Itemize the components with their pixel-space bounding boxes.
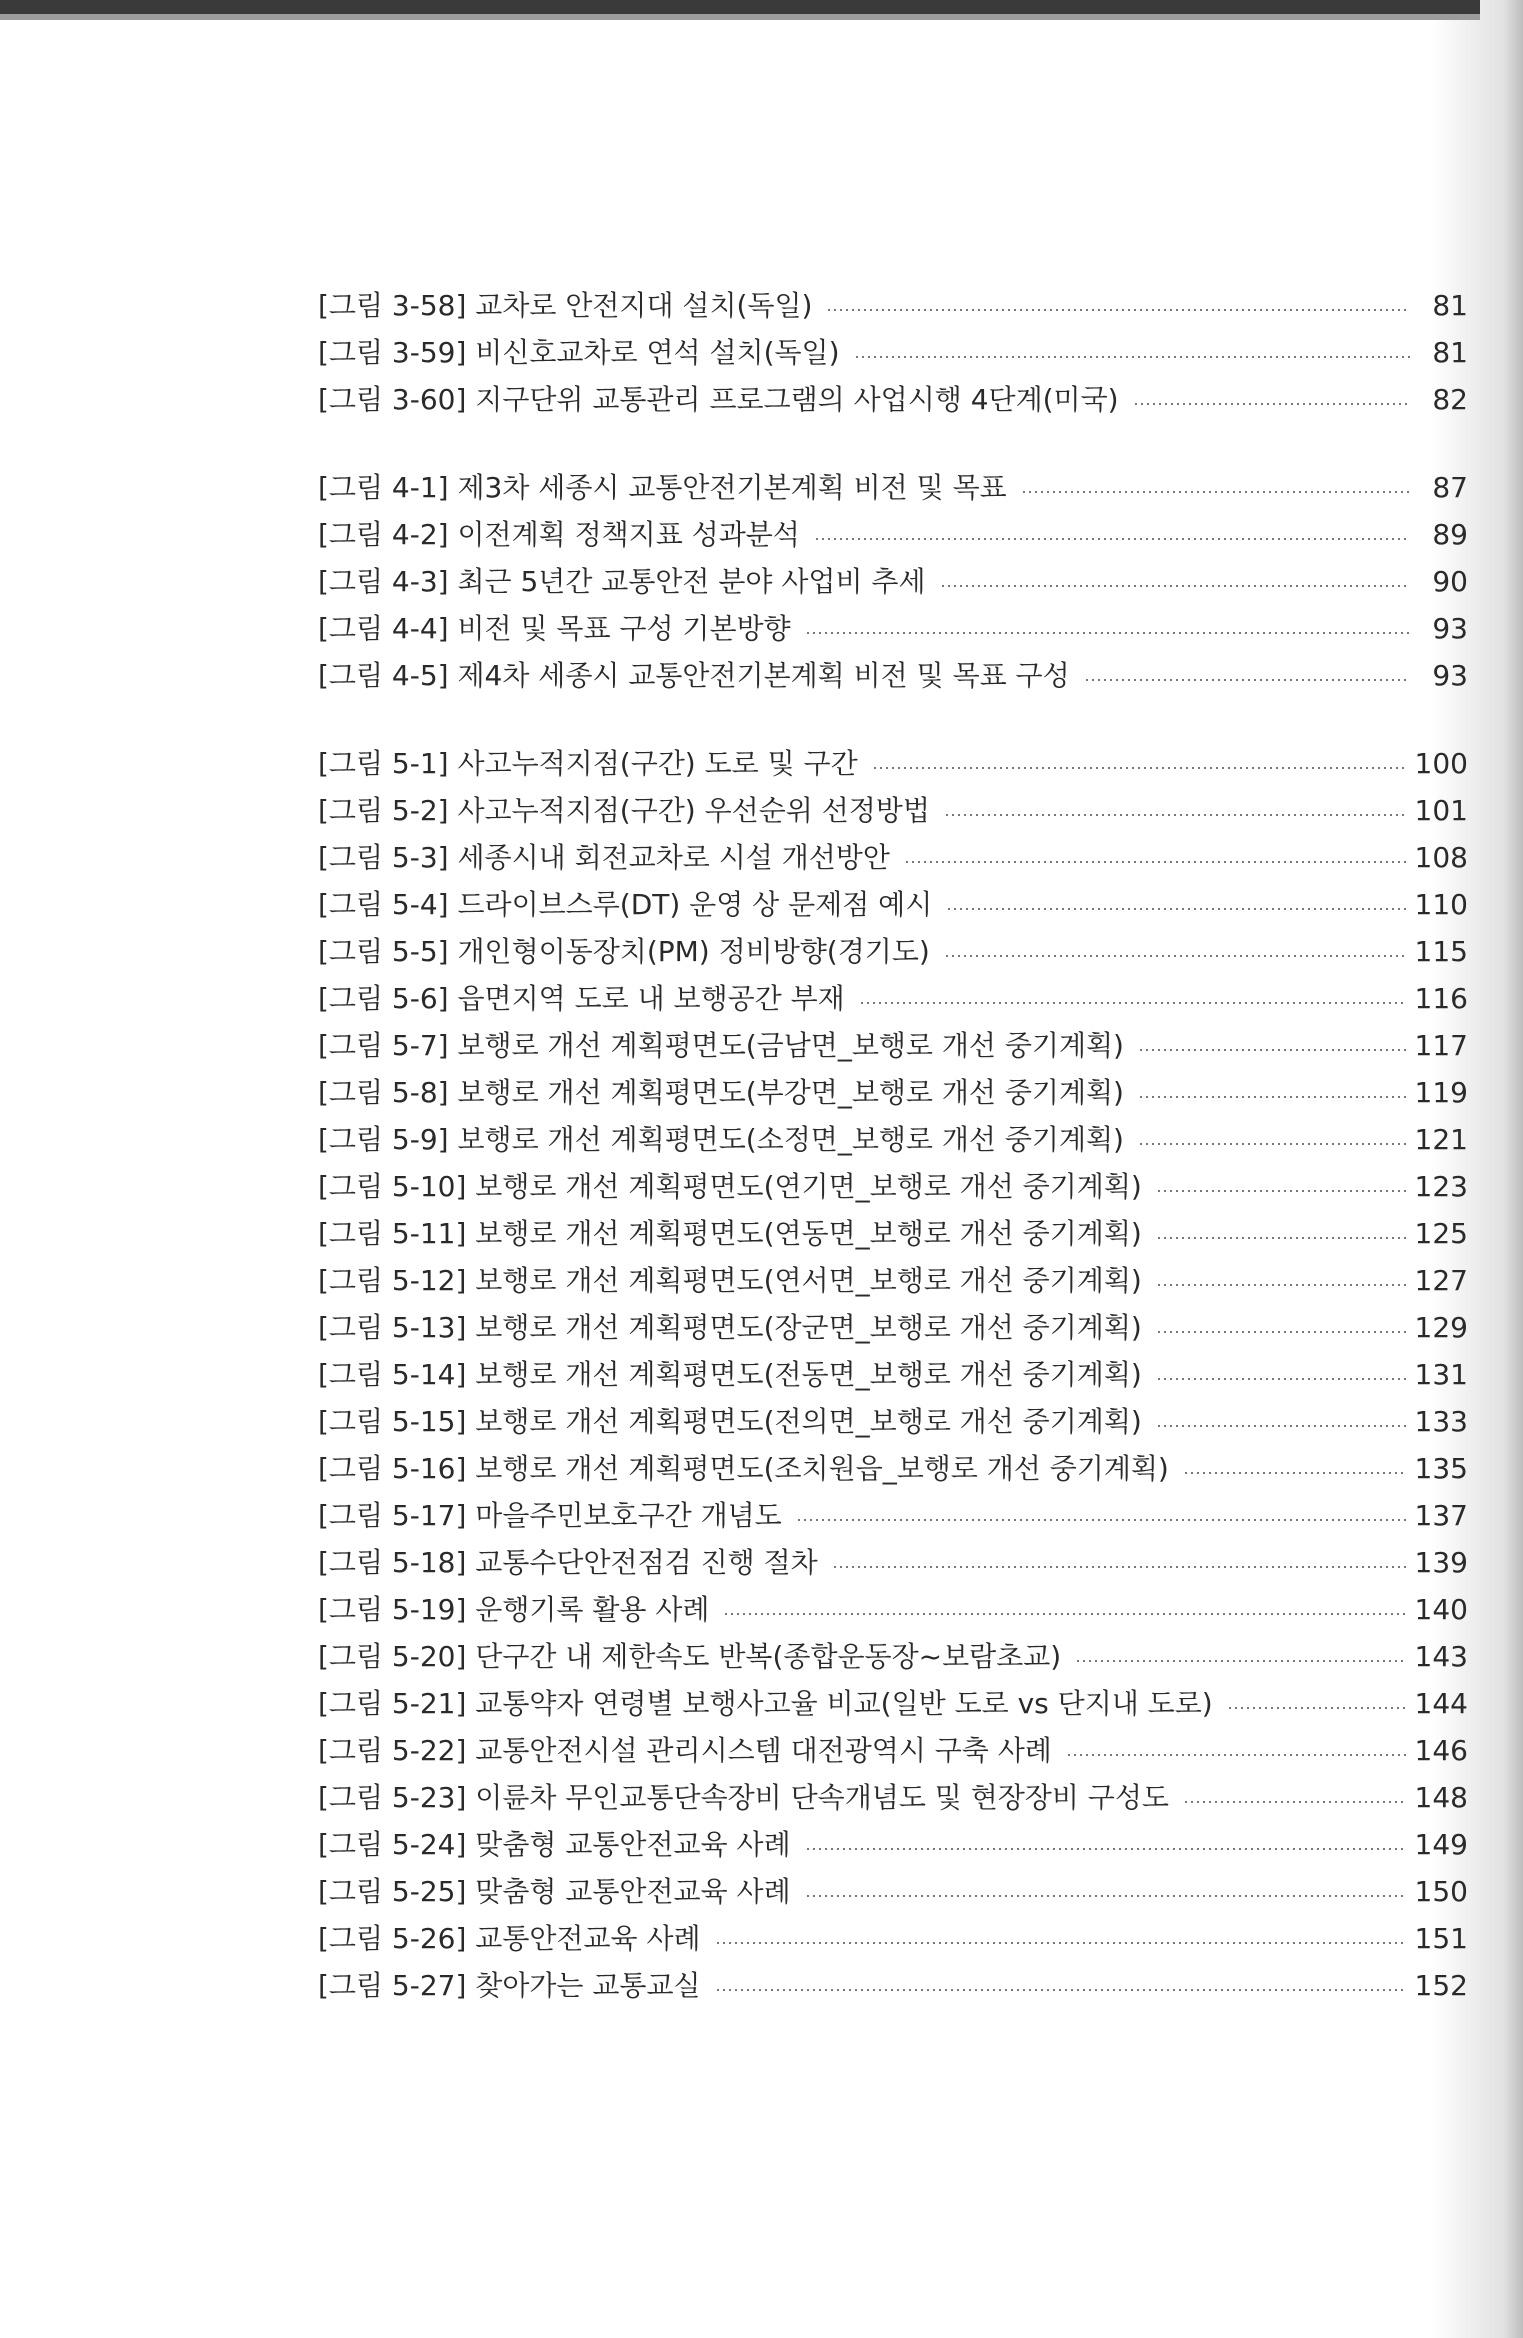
dot-leader (872, 767, 1407, 769)
dot-leader (1156, 1378, 1407, 1380)
dot-leader (1138, 1143, 1407, 1145)
top-rule (0, 0, 1480, 14)
page-number: 129 (1414, 1311, 1468, 1344)
dot-leader (826, 309, 1410, 311)
entry-title: [그림 5-11] 보행로 개선 계획평면도(연동면_보행로 개선 중기계획) (318, 1217, 1142, 1250)
toc-entry[interactable] (318, 1116, 1468, 1163)
dot-leader (1227, 1707, 1407, 1709)
page-spine-shadow (1503, 0, 1523, 2338)
entry-title: [그림 5-3] 세종시내 회전교차로 시설 개선방안 (318, 841, 890, 874)
toc-entry[interactable] (318, 1727, 1468, 1774)
toc-entry[interactable] (318, 1868, 1468, 1915)
page-number: 148 (1414, 1781, 1468, 1814)
entry-title: [그림 5-1] 사고누적지점(구간) 도로 및 구간 (318, 747, 858, 780)
dot-leader (946, 908, 1406, 910)
dot-leader (904, 861, 1407, 863)
dot-leader (1156, 1237, 1407, 1239)
entry-title: [그림 3-59] 비신호교차로 연석 설치(독일) (318, 336, 840, 369)
dot-leader (1156, 1284, 1407, 1286)
entry-title: [그림 5-22] 교통안전시설 관리시스템 대전광역시 구축 사례 (318, 1734, 1052, 1767)
toc-entry[interactable] (318, 511, 1468, 558)
toc-entry[interactable] (318, 1257, 1468, 1304)
figure-list (318, 282, 1468, 2050)
dot-leader (1183, 1801, 1407, 1803)
entry-title: [그림 5-4] 드라이브스루(DT) 운영 상 문제점 예시 (318, 888, 933, 921)
page-number: 81 (1432, 336, 1468, 369)
entry-title: [그림 5-9] 보행로 개선 계획평면도(소정면_보행로 개선 중기계획) (318, 1123, 1124, 1156)
page-number: 87 (1432, 471, 1468, 504)
entry-title: [그림 5-24] 맞춤형 교통안전교육 사례 (318, 1828, 791, 1861)
page-number: 139 (1414, 1546, 1468, 1579)
dot-leader (1156, 1331, 1407, 1333)
toc-entry[interactable] (318, 1915, 1468, 1962)
entry-title: [그림 5-18] 교통수단안전점검 진행 절차 (318, 1546, 818, 1579)
toc-entry[interactable] (318, 1774, 1468, 1821)
dot-leader (715, 1942, 1407, 1944)
dot-leader (854, 356, 1410, 358)
page-number: 110 (1414, 888, 1468, 921)
page-number: 144 (1414, 1687, 1468, 1720)
toc-entry[interactable] (318, 329, 1468, 376)
page-number: 133 (1414, 1405, 1468, 1438)
entry-title: [그림 5-13] 보행로 개선 계획평면도(장군면_보행로 개선 중기계획) (318, 1311, 1142, 1344)
figure-group (318, 282, 1468, 423)
entry-title: [그림 5-16] 보행로 개선 계획평면도(조치원읍_보행로 개선 중기계획) (318, 1452, 1169, 1485)
entry-title: [그림 5-17] 마을주민보호구간 개념도 (318, 1499, 782, 1532)
page-number: 116 (1414, 982, 1468, 1015)
dot-leader (1156, 1425, 1407, 1427)
toc-entry[interactable] (318, 1680, 1468, 1727)
entry-title: [그림 5-23] 이륜차 무인교통단속장비 단속개념도 및 현장장비 구성도 (318, 1781, 1169, 1814)
page-number: 135 (1414, 1452, 1468, 1485)
toc-entry[interactable] (318, 1445, 1468, 1492)
dot-leader (805, 1848, 1407, 1850)
page-number: 81 (1432, 289, 1468, 322)
dot-leader (1066, 1754, 1407, 1756)
page-number: 143 (1414, 1640, 1468, 1673)
toc-entry[interactable] (318, 740, 1468, 787)
dot-leader (805, 1895, 1407, 1897)
dot-leader (944, 814, 1407, 816)
page-number: 152 (1414, 1969, 1468, 2002)
toc-entry[interactable] (318, 376, 1468, 423)
entry-title: [그림 5-26] 교통안전교육 사례 (318, 1922, 701, 1955)
entry-title: [그림 5-25] 맞춤형 교통안전교육 사례 (318, 1875, 791, 1908)
page-number: 101 (1414, 794, 1468, 827)
dot-leader (796, 1519, 1407, 1521)
toc-entry[interactable] (318, 605, 1468, 652)
top-rule-shadow (0, 14, 1480, 20)
dot-leader (1021, 491, 1410, 493)
dot-leader (814, 538, 1410, 540)
entry-title: [그림 5-8] 보행로 개선 계획평면도(부강면_보행로 개선 중기계획) (318, 1076, 1124, 1109)
page-number: 90 (1432, 565, 1468, 598)
entry-title: [그림 4-1] 제3차 세종시 교통안전기본계획 비전 및 목표 (318, 471, 1007, 504)
dot-leader (944, 955, 1407, 957)
toc-entry[interactable] (318, 1821, 1468, 1868)
dot-leader (715, 1989, 1407, 1991)
toc-entry[interactable] (318, 834, 1468, 881)
entry-title: [그림 5-27] 찾아가는 교통교실 (318, 1969, 701, 2002)
entry-title: [그림 5-20] 단구간 내 제한속도 반복(종합운동장~보람초교) (318, 1640, 1062, 1673)
toc-entry[interactable] (318, 975, 1468, 1022)
toc-entry[interactable] (318, 928, 1468, 975)
entry-title: [그림 5-7] 보행로 개선 계획평면도(금남면_보행로 개선 중기계획) (318, 1029, 1124, 1062)
page-number: 93 (1432, 612, 1468, 645)
page-number: 119 (1414, 1076, 1468, 1109)
dot-leader (1156, 1190, 1407, 1192)
dot-leader (940, 585, 1410, 587)
page-number: 137 (1414, 1499, 1468, 1532)
entry-title: [그림 4-3] 최근 5년간 교통안전 분야 사업비 추세 (318, 565, 926, 598)
dot-leader (859, 1002, 1407, 1004)
dot-leader (1138, 1096, 1407, 1098)
entry-title: [그림 5-14] 보행로 개선 계획평면도(전동면_보행로 개선 중기계획) (318, 1358, 1142, 1391)
entry-title: [그림 4-4] 비전 및 목표 구성 기본방향 (318, 612, 791, 645)
dot-leader (832, 1566, 1407, 1568)
toc-entry[interactable] (318, 1492, 1468, 1539)
page-number: 108 (1414, 841, 1468, 874)
toc-entry[interactable] (318, 1351, 1468, 1398)
entry-title: [그림 5-21] 교통약자 연령별 보행사고율 비교(일반 도로 vs 단지내 도로) (318, 1687, 1213, 1720)
entry-title: [그림 4-2] 이전계획 정책지표 성과분석 (318, 518, 800, 551)
page-number: 150 (1414, 1875, 1468, 1908)
page-number: 125 (1414, 1217, 1468, 1250)
dot-leader (1133, 403, 1410, 405)
entry-title: [그림 5-15] 보행로 개선 계획평면도(전의면_보행로 개선 중기계획) (318, 1405, 1142, 1438)
page-number: 93 (1432, 659, 1468, 692)
toc-entry[interactable] (318, 1163, 1468, 1210)
entry-title: [그림 3-60] 지구단위 교통관리 프로그램의 사업시행 4단계(미국) (318, 383, 1119, 416)
toc-entry[interactable] (318, 1586, 1468, 1633)
entry-title: [그림 5-6] 읍면지역 도로 내 보행공간 부재 (318, 982, 845, 1015)
toc-entry[interactable] (318, 1398, 1468, 1445)
page-number: 117 (1414, 1029, 1468, 1062)
toc-entry[interactable] (318, 787, 1468, 834)
entry-title: [그림 4-5] 제4차 세종시 교통안전기본계획 비전 및 목표 구성 (318, 659, 1070, 692)
entry-title: [그림 3-58] 교차로 안전지대 설치(독일) (318, 289, 813, 322)
dot-leader (1183, 1472, 1407, 1474)
toc-entry[interactable] (318, 1304, 1468, 1351)
page-number: 100 (1414, 747, 1468, 780)
toc-entry[interactable] (318, 464, 1468, 511)
page-number: 82 (1432, 383, 1468, 416)
dot-leader (1084, 679, 1410, 681)
toc-entry[interactable] (318, 558, 1468, 605)
figure-group (318, 740, 1468, 2009)
page-number: 89 (1432, 518, 1468, 551)
page-number: 127 (1414, 1264, 1468, 1297)
toc-entry[interactable] (318, 1210, 1468, 1257)
entry-title: [그림 5-2] 사고누적지점(구간) 우선순위 선정방법 (318, 794, 930, 827)
entry-title: [그림 5-5] 개인형이동장치(PM) 정비방향(경기도) (318, 935, 930, 968)
page-number: 115 (1414, 935, 1468, 968)
toc-entry[interactable] (318, 1022, 1468, 1069)
entry-title: [그림 5-12] 보행로 개선 계획평면도(연서면_보행로 개선 중기계획) (318, 1264, 1142, 1297)
figure-group (318, 464, 1468, 699)
dot-leader (1138, 1049, 1407, 1051)
dot-leader (1075, 1660, 1406, 1662)
page-number: 151 (1414, 1922, 1468, 1955)
page-number: 149 (1414, 1828, 1468, 1861)
dot-leader (723, 1613, 1406, 1615)
toc-entry[interactable] (318, 1962, 1468, 2009)
toc-entry[interactable] (318, 881, 1468, 928)
page-number: 146 (1414, 1734, 1468, 1767)
toc-entry[interactable] (318, 1539, 1468, 1586)
page-number: 123 (1414, 1170, 1468, 1203)
page-number: 121 (1414, 1123, 1468, 1156)
page-number: 131 (1414, 1358, 1468, 1391)
dot-leader (805, 632, 1410, 634)
entry-title: [그림 5-19] 운행기록 활용 사례 (318, 1593, 710, 1626)
toc-entry[interactable] (318, 1633, 1468, 1680)
toc-entry[interactable] (318, 652, 1468, 699)
page-number: 140 (1414, 1593, 1468, 1626)
entry-title: [그림 5-10] 보행로 개선 계획평면도(연기면_보행로 개선 중기계획) (318, 1170, 1142, 1203)
toc-entry[interactable] (318, 1069, 1468, 1116)
toc-entry[interactable] (318, 282, 1468, 329)
